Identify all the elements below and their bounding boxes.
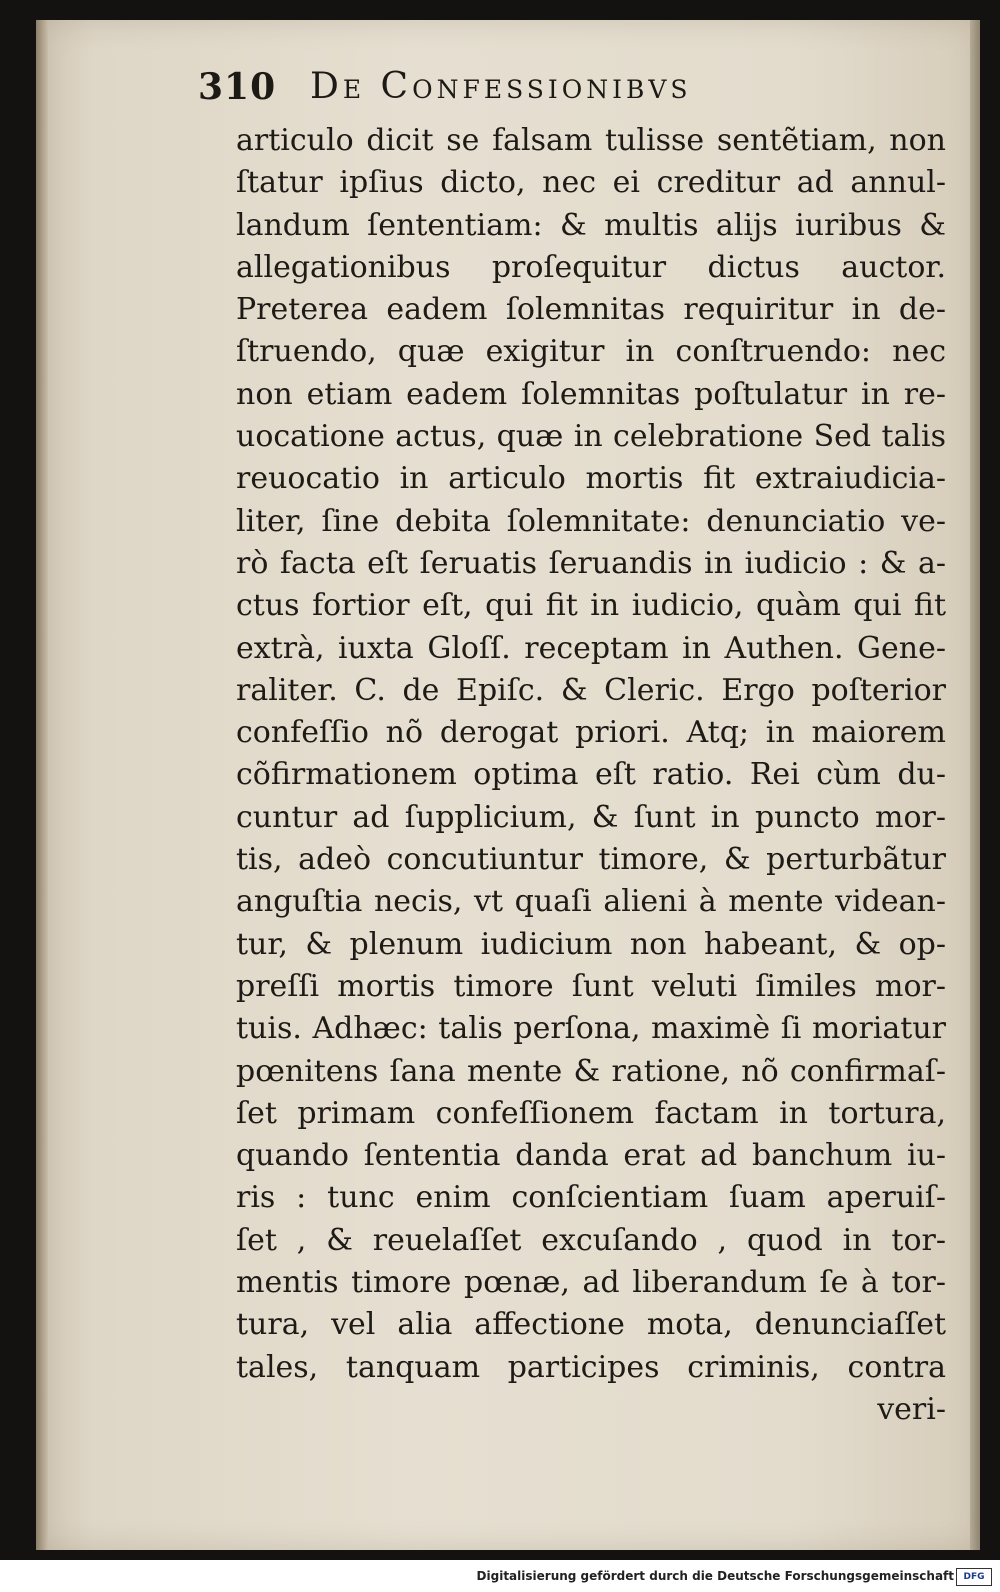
text-line: tura, vel alia affectione mota, denunciaſſet [236,1307,946,1343]
text-line: tur, & plenum iudicium non habeant, & op- [236,926,946,962]
text-line: rò facta eſt ſeruatis ſeruandis in iudicio : & a- [236,545,946,581]
text-line: ſet , & reuelaſſet excuſando , quod in tor- [236,1222,946,1258]
text-line: raliter. C. de Epiſc. & Cleric. Ergo poſterior [236,672,946,708]
text-line: Preterea eadem ſolemnitas requiritur in de- [236,292,946,328]
running-title: De Confessionibvs [310,66,692,107]
text-line: tis, adeò concutiuntur timore, & perturbãtur [236,842,946,878]
text-line: preſſi mortis timore ſunt veluti ſimiles mor- [236,968,946,1004]
text-line: landum ſententiam: & multis alijs iuribus & [236,207,946,243]
text-line: anguſtia necis, vt quaſi alieni à mente videan- [236,884,946,920]
page-number: 310 [198,66,277,108]
text-line: extrà, iuxta Gloſſ. receptam in Authen. Gene- [236,630,946,666]
text-line: cõfirmationem optima eſt ratio. Rei cùm du- [236,757,946,793]
text-line: ſtruendo, quæ exigitur in conſtruendo: nec [236,334,946,370]
text-line: ris : tunc enim conſcientiam ſuam aperuiſ- [236,1180,946,1216]
page-header [198,60,798,116]
page-edge [970,20,980,1550]
text-line: non etiam eadem ſolemnitas poſtulatur in re- [236,376,946,412]
text-line: quando ſententia danda erat ad banchum iu- [236,1138,946,1174]
text-line: ſet primam confeſſionem factam in tortura, [236,1095,946,1131]
text-line: allegationibus proſequitur dictus auctor. [236,249,946,285]
footer-credit: Digitalisierung gefördert durch die Deutsche Forschungsgemeinschaft [476,1569,954,1583]
page-spine [36,20,48,1550]
text-line: uocatione actus, quæ in celebratione Sed talis [236,419,946,455]
footer-bar [0,1560,1000,1592]
text-line: articulo dicit se falsam tulisse sentẽtiam, non [236,123,946,158]
text-line: pœnitens ſana mente & ratione, nõ confirmaſ- [236,1053,946,1089]
text-line: reuocatio in articulo mortis fit extraiudicia- [236,461,946,497]
dfg-logo-icon: DFG [956,1568,992,1586]
text-line: ctus fortior eſt, qui fit in iudicio, quàm qui fit [236,588,946,624]
text-line: cuntur ad ſupplicium, & ſunt in puncto mor- [236,799,946,835]
body-text [236,120,946,1431]
text-line: tuis. Adhæc: talis perſona, maximè ſi moriatur [236,1011,946,1047]
text-line: tales, tanquam participes criminis, contra [236,1349,946,1385]
text-line: confeſſio nõ derogat priori. Atq; in maiorem [236,715,946,751]
catchword: veri- [877,1391,946,1427]
text-line: liter, ſine debita ſolemnitate: denunciatio ve- [236,503,946,539]
text-line: mentis timore pœnæ, ad liberandum ſe à tor- [236,1265,946,1301]
text-line: ſtatur ipſius dicto, nec ei creditur ad annul- [236,165,946,201]
